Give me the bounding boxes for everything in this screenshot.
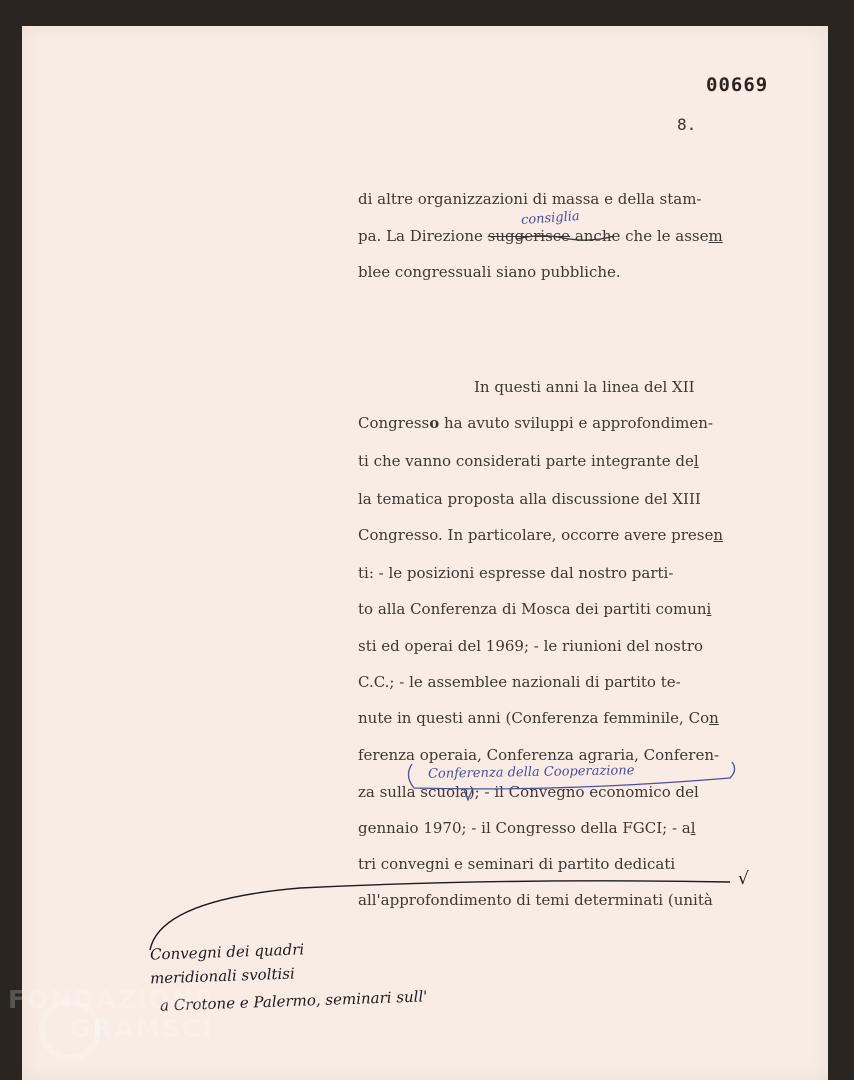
page-number: 8. <box>677 115 697 134</box>
text-line-7: la tematica proposta alla discussione del XIII <box>358 490 701 508</box>
text-segment: Congress <box>358 414 430 432</box>
underlined-char: i <box>706 600 712 618</box>
insertion-bracket <box>408 762 734 789</box>
struck-word: suggerisce <box>487 227 571 245</box>
underlined-char: m <box>708 227 723 245</box>
struck-word-scribble <box>517 236 614 240</box>
text-segment: za sulla scuola <box>358 783 469 801</box>
overtyped-char: o <box>429 414 440 432</box>
text-line-18: all'approfondimento di temi determinati (unità <box>358 891 713 909</box>
text-line-14: ferenza operaia, Conferenza agraria, Conferen- <box>358 746 720 764</box>
text-segment: to alla Conferenza di Mosca dei partiti comun <box>358 600 707 618</box>
text-segment: Congresso. In particolare, occorre avere prese <box>358 526 714 544</box>
text-line-11: sti ed operai del 1969; - le riunioni del nostro <box>358 637 704 655</box>
underlined-char: n <box>709 709 719 727</box>
handwritten-insertion: Conferenza della Cooperazione <box>427 763 635 782</box>
text-line-1: di altre organizzazioni di massa e della stam- <box>358 190 702 208</box>
document-number: 00669 <box>706 74 769 96</box>
margin-note-line-1: Convegni dei quadri <box>149 940 305 964</box>
text-line-4: In questi anni la linea del XII <box>474 378 695 396</box>
margin-note-line-3: a Crotone e Palermo, seminari sull' <box>159 987 428 1015</box>
text-segment: pa. La Direzione <box>358 227 488 245</box>
underlined-char: l <box>693 452 699 470</box>
handwritten-correction: consiglia <box>520 208 581 229</box>
text-line-9: ti: - le posizioni espresse dal nostro parti- <box>358 564 674 582</box>
margin-note-line-2: meridionali svoltisi <box>149 964 296 988</box>
text-segment: ha avuto sviluppi e approfondimen- <box>439 414 713 432</box>
text-line-17: tri convegni e seminari di partito dedicati <box>358 855 676 873</box>
margin-arc-line <box>150 881 730 950</box>
text-segment: ti che vanno considerati parte integrante de <box>358 452 694 470</box>
watermark-fondazione: FONDAZIONE <box>8 985 215 1014</box>
underlined-char: n <box>713 526 724 544</box>
insertion-caret <box>464 790 472 800</box>
text-segment: gennaio 1970; - il Congresso della FGCI; - a <box>358 819 691 837</box>
text-segment: anche che le asse <box>570 227 709 245</box>
underlined-char: l <box>690 819 696 837</box>
text-line-12: C.C.; - le assemblee nazionali di partito te- <box>358 673 681 691</box>
text-line-3: blee congressuali siano pubbliche. <box>358 263 621 281</box>
text-segment: ); - il Convegno economico del <box>468 783 699 801</box>
watermark-gramsci: GRAMSCI <box>70 1014 214 1043</box>
checkmark: √ <box>738 869 749 889</box>
text-segment: nute in questi anni (Conferenza femminile, Co <box>358 709 710 727</box>
